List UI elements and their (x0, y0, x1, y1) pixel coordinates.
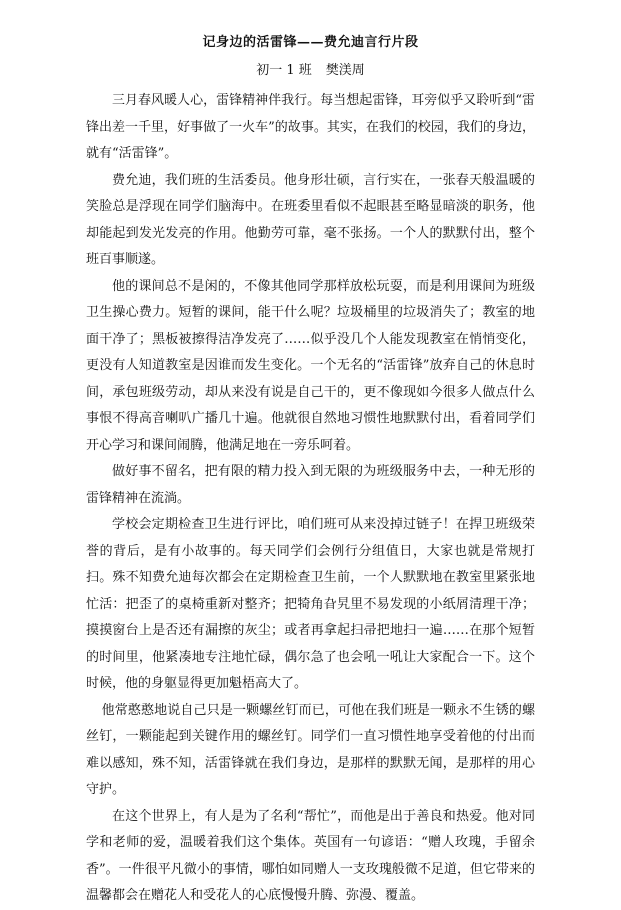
paragraph-7: 在这个世界上，有人是为了名利“帮忙”，而他是出于善良和热爱。他对同学和老师的爱，温暖着我们这个集体。英国有一句谚语：“赠人玫瑰，手留余香”。一件很平凡微小的事情，哪怕如同赠人一支玫瑰般微不足道，但它带来的温馨都会在赠花人和受花人的心底慢慢升腾、弥漫、覆盖。 (86, 808, 535, 903)
paragraph-5: 学校会定期检查卫生进行评比，咱们班可从来没掉过链子！在捍卫班级荣誉的背后，是有小故事的。每天同学们会例行分组值日，大家也就是常规打扫。殊不知费允迪每次都会在定期检查卫生前，一个人默默地在教室里紧张地忙活：把歪了的桌椅重新对整齐；把犄角旮旯里不易发现的小纸屑清理干净；摸摸窗台上是否还有漏擦的灰尘；或者再拿起扫帚把地扫一遍……在那个短暂的时间里，他紧凑地专注地忙碌，偶尔急了也会吼一吼让大家配合一下。这个时候，他的身躯显得更加魁梧高大了。 (86, 517, 535, 691)
paragraph-3: 他的课间总不是闲的，不像其他同学那样放松玩耍，而是利用课间为班级卫生操心费力。短暂的课间，能干什么呢？垃圾桶里的垃圾消失了；教室的地面干净了；黑板被擦得洁净发亮了……似乎没几个人能发现教室在悄悄变化，更没有人知道教室是因谁而发生变化。一个无名的“活雷锋”放弃自己的休息时间，承包班级劳动，却从来没有说是自己干的，更不像现如今很多人做点什么事恨不得高音喇叭广播几十遍。他就很自然地习惯性地默默付出，看着同学们开心学习和课间闹腾，他满足地在一旁乐呵着。 (86, 278, 535, 453)
paragraph-2: 费允迪，我们班的生活委员。他身形壮硕，言行实在，一张春天般温暖的笑脸总是浮现在同学们脑海中。在班委里看似不起眼甚至略显暗淡的职务，他却能起到发光发亮的作用。他勤劳可靠，毫不张扬。一个人的默默付出，整个班百事顺遂。 (86, 172, 535, 267)
document-title: 记身边的活雷锋——费允迪言行片段 (202, 35, 419, 50)
paragraph-1: 三月春风暖人心，雷锋精神伴我行。每当想起雷锋，耳旁似乎又聆听到“雷锋出差一千里，好事做了一火车”的故事。其实，在我们的校园，我们的身边，就有“活雷锋”。 (86, 93, 535, 161)
byline-author: 樊渼周 (325, 63, 365, 78)
byline (86, 60, 535, 82)
paragraph-6: 他常憨憨地说自己只是一颗螺丝钉而已，可他在我们班是一颗永不生锈的螺丝钉，一颗能起到关键作用的螺丝钉。同学们一直习惯性地享受着他的付出而难以感知，殊不知，活雷锋就在我们身边，是那样的默默无闻，是那样的用心守护。 (86, 702, 535, 797)
byline-class: 初一 1 班 (256, 63, 312, 78)
paragraph-4: 做好事不留名，把有限的精力投入到无限的为班级服务中去，一种无形的雷锋精神在流淌。 (86, 464, 535, 506)
